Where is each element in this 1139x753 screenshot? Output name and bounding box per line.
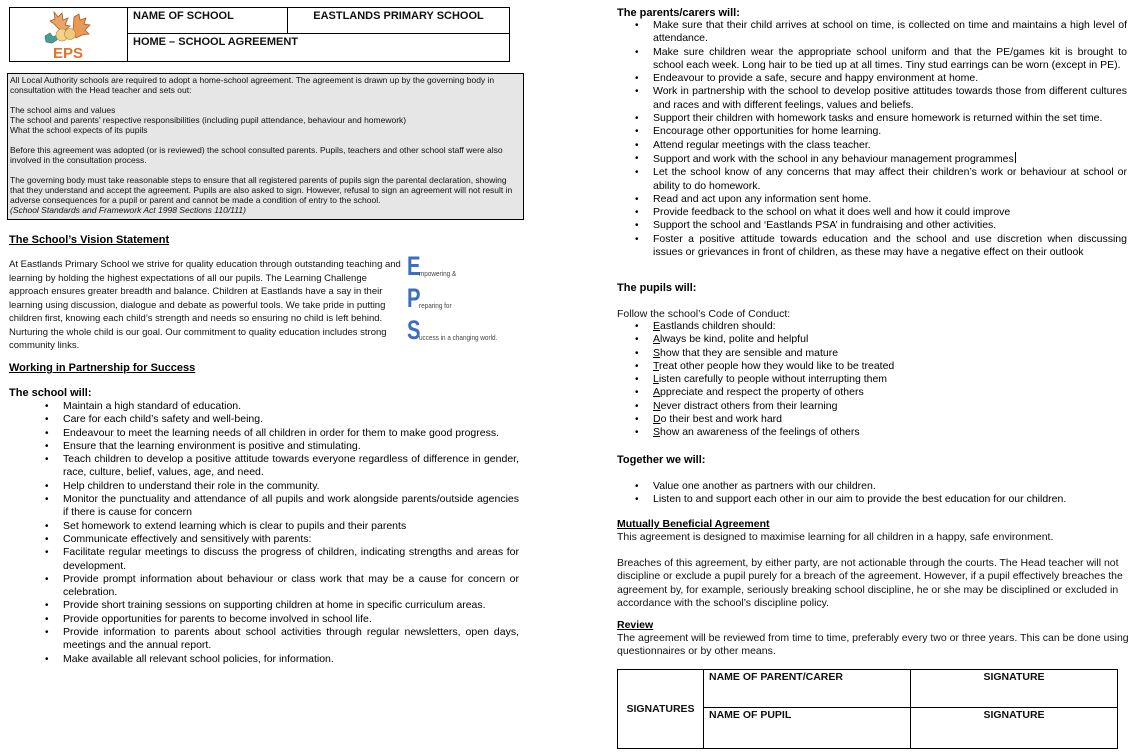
pupils-heading: The pupils will: — [617, 282, 697, 294]
list-item-text: how that they are sensible and mature — [660, 346, 839, 359]
legal-info-box — [7, 73, 524, 220]
acrostic-row — [407, 279, 527, 311]
header-table — [9, 7, 510, 62]
pupil-name-field[interactable]: NAME OF PUPIL — [704, 708, 911, 748]
info-point: What the school expects of its pupils — [10, 125, 148, 135]
list-item: • Encourage other opportunities for home learning. — [636, 125, 1127, 138]
school-will-heading: The school will: — [9, 387, 92, 399]
list-item — [636, 373, 1096, 386]
list-item: • Provide short training sessions on supporting children at home in specific curriculum areas. — [46, 599, 519, 612]
mutual-heading: Mutually Beneficial Agreement — [617, 518, 770, 530]
info-intro: All Local Authority schools are required to adopt a home-school agreement. The agreement is drawn up by the governing body in consultation with the Head teacher and sets out: — [10, 75, 495, 95]
eps-acrostic — [407, 247, 527, 343]
list-item: • Make available all relevant school policies, for information. — [46, 653, 519, 666]
review-text: The agreement will be reviewed from time to time, preferably every two or three years. This can be done using questionnaires or by other means. — [617, 632, 1129, 658]
list-item-text: ever distract others from their learning — [660, 399, 838, 412]
list-item: • Foster a positive attitude towards education and the school and use discretion when discussing issues or grievances in front of children, as these may have a negative effect on their outlook — [636, 233, 1127, 260]
list-item-text: ppreciate and respect the property of others — [660, 386, 864, 399]
list-item-text: astlands children should: — [660, 320, 776, 332]
acrostic-text: uccess in a changing world. — [419, 333, 498, 342]
together-list — [636, 480, 1127, 507]
school-logo — [10, 8, 128, 61]
acrostic-row — [407, 247, 527, 279]
list-item: • Listen to and support each other in our aim to provide the best education for our children. — [636, 493, 1127, 506]
acrostic-first-letter: D — [653, 413, 661, 426]
review-heading: Review — [617, 619, 654, 631]
pupil-signature-field[interactable]: SIGNATURE — [983, 709, 1045, 721]
acrostic-letter: P — [407, 283, 421, 313]
list-item: • Make sure children wear the appropriate school uniform and that the PE/games kit is brought to school each week. Long hair to be tied up at all times. Tiny stud earrings can be worn (except in PE). — [636, 46, 1127, 73]
list-item: • Set homework to extend learning which is clear to pupils and their parents — [46, 520, 519, 533]
acorn-leaf-logo-icon — [40, 9, 100, 61]
list-item: • Work in partnership with the school to develop positive attitudes towards those from different cultures and races and with different feelings, values and beliefs. — [636, 85, 1127, 112]
list-item — [636, 400, 1096, 413]
list-item: • Ensure that the learning environment is positive and stimulating. — [46, 440, 519, 453]
list-item: • Support their children with homework tasks and ensure homework is returned within the set time. — [636, 112, 1127, 125]
info-point: The school and parents’ respective responsibilities (including pupil attendance, behaviour and homework) — [10, 115, 407, 125]
parent-signature-field[interactable]: SIGNATURE — [911, 670, 1117, 708]
list-item: • Provide information to parents about school activities through regular newsletters, open days, meetings and the annual report. — [46, 626, 519, 653]
acrostic-first-letter: A — [653, 386, 661, 399]
page-gutter — [560, 0, 601, 753]
list-item-text: o their best and work hard — [660, 413, 782, 426]
list-item: • Endeavour to meet the learning needs of all children in order for them to make good progress. — [46, 427, 519, 440]
acrostic-row — [407, 311, 527, 343]
list-item: • Endeavour to provide a safe, secure and happy environment at home. — [636, 72, 1127, 85]
acrostic-letter: E — [407, 251, 421, 281]
parent-name-field[interactable]: NAME OF PARENT/CARER — [704, 670, 911, 708]
list-item-text: reat other people how they would like to be treated — [659, 359, 895, 372]
acrostic-text: reparing for — [419, 301, 452, 310]
school-name-value: EASTLANDS PRIMARY SCHOOL — [288, 8, 509, 34]
list-item: • Provide feedback to the school on what it does well and how it could improve — [636, 206, 1127, 219]
acrostic-letter: S — [407, 315, 421, 345]
list-item: • Support the school and ‘Eastlands PSA’ in fundraising and other activities. — [636, 219, 1127, 232]
signatures-label: SIGNATURES — [618, 670, 704, 748]
acrostic-text: mpowering & — [419, 269, 457, 278]
list-item: • Monitor the punctuality and attendance of all pupils and work alongside parents/outside agencies if there is cause for concern — [46, 493, 519, 520]
list-item: • Attend regular meetings with the class teacher. — [636, 139, 1127, 152]
list-item: • Read and act upon any information sent home. — [636, 193, 1127, 206]
signatures-table — [617, 669, 1118, 749]
parents-heading: The parents/carers will: — [617, 7, 740, 19]
list-item[interactable] — [636, 152, 1127, 166]
list-item: • Facilitate regular meetings to discuss the progress of children, indicating strengths and areas for development. — [46, 546, 519, 573]
name-of-school-label: NAME OF SCHOOL — [128, 8, 288, 34]
acrostic-first-letter: S — [653, 426, 661, 439]
list-item: • Provide prompt information about behaviour or class work that may be a cause for concern or celebration. — [46, 573, 519, 600]
together-heading: Together we will: — [617, 454, 706, 466]
list-item: • Maintain a high standard of education. — [46, 400, 519, 413]
document-title: HOME – SCHOOL AGREEMENT — [133, 36, 299, 48]
list-item-text: how an awareness of the feelings of others — [660, 426, 860, 439]
list-item — [636, 426, 1096, 439]
acrostic-first-letter: S — [653, 346, 661, 359]
breaches-text: Breaches of this agreement, by either party, are not actionable through the courts. The Head teacher will not discipline or exclude a pupil purely for a breach of the agreement. However, if a pupil effectively breaches the agreement by, for example, seriously breaking school discipline, he or she may be disciplined or excluded in accordance with the school’s discipline policy. — [617, 557, 1123, 609]
list-item: • Care for each child’s safety and well-being. — [46, 413, 519, 426]
info-point: The school aims and values — [10, 105, 116, 115]
parent-commitments-list — [636, 19, 1127, 259]
acrostic-first-letter: E — [653, 320, 661, 332]
school-commitments-list — [46, 400, 519, 666]
list-item-text: isten carefully to people without interrupting them — [658, 373, 888, 386]
list-item — [636, 386, 1096, 399]
list-item — [636, 360, 1096, 373]
list-item-text: Support and work with the school in any behaviour management programmes — [653, 152, 1014, 165]
vision-heading: The School’s Vision Statement — [9, 234, 170, 246]
svg-text:EPS: EPS — [53, 45, 84, 61]
list-item: • Let the school know of any concerns that may affect their children’s work or behaviour at school or ability to do homework. — [636, 166, 1127, 193]
list-item — [636, 347, 1096, 360]
list-item — [636, 333, 1096, 346]
info-consultation: Before this agreement was adopted (or is reviewed) the school consulted parents. Pupils, teachers and other school staff were also involved in the consultation process. — [10, 145, 503, 165]
document-page-1 — [0, 0, 560, 753]
list-item: • Teach children to develop a positive attitude towards everyone regardless of difference in gender, race, culture, belief, values, age, and need. — [46, 453, 519, 480]
acrostic-first-letter: L — [653, 373, 659, 386]
info-citation: (School Standards and Framework Act 1998 Sections 110/111) — [10, 205, 246, 215]
info-governing: The governing body must take reasonable steps to ensure that all registered parents of pupils sign the parental declaration, showing that they understand and accept the agreement. Pupils are also asked to sign. However, refusal to sign an agreement will not result in adverse consequences for a pupil or parent and cannot be made a condition of entry to the school. — [10, 175, 513, 205]
list-item: • Make sure that their child arrives at school on time, is collected on time and maintains a high level of attendance. — [636, 19, 1127, 46]
vision-text: At Eastlands Primary School we strive for quality education through outstanding teaching and learning by holding the highest expectations of all our pupils. The Learning Challenge approach ensures greater breadth and balance. Children at Eastlands have a say in their learning using discussion, dialogue and debate as powerful tools. We take pride in putting children first, knowing each child’s strength and needs so ensuring no child is left behind. Nurturing the whole child is our goal. Our commitment to quality education includes strong community links. — [9, 259, 401, 351]
list-item — [636, 320, 1096, 333]
mutual-text: This agreement is designed to maximise learning for all children in a happy, safe environment. — [617, 531, 1054, 543]
pupils-intro: Follow the school’s Code of Conduct: — [617, 308, 791, 320]
acrostic-first-letter: N — [653, 399, 661, 412]
list-item: • Provide opportunities for parents to become involved in school life. — [46, 613, 519, 626]
list-item: • Value one another as partners with our children. — [636, 480, 1127, 493]
code-of-conduct-list — [636, 320, 1096, 440]
list-item: • Help children to understand their role in the community. — [46, 480, 519, 493]
list-item — [636, 413, 1096, 426]
list-item-text: lways be kind, polite and helpful — [660, 333, 809, 346]
list-item: • Communicate effectively and sensitively with parents: — [46, 533, 519, 546]
text-cursor — [1015, 152, 1016, 163]
acrostic-first-letter: T — [653, 359, 660, 372]
acrostic-first-letter: A — [653, 333, 661, 346]
partnership-heading: Working in Partnership for Success — [9, 362, 196, 374]
